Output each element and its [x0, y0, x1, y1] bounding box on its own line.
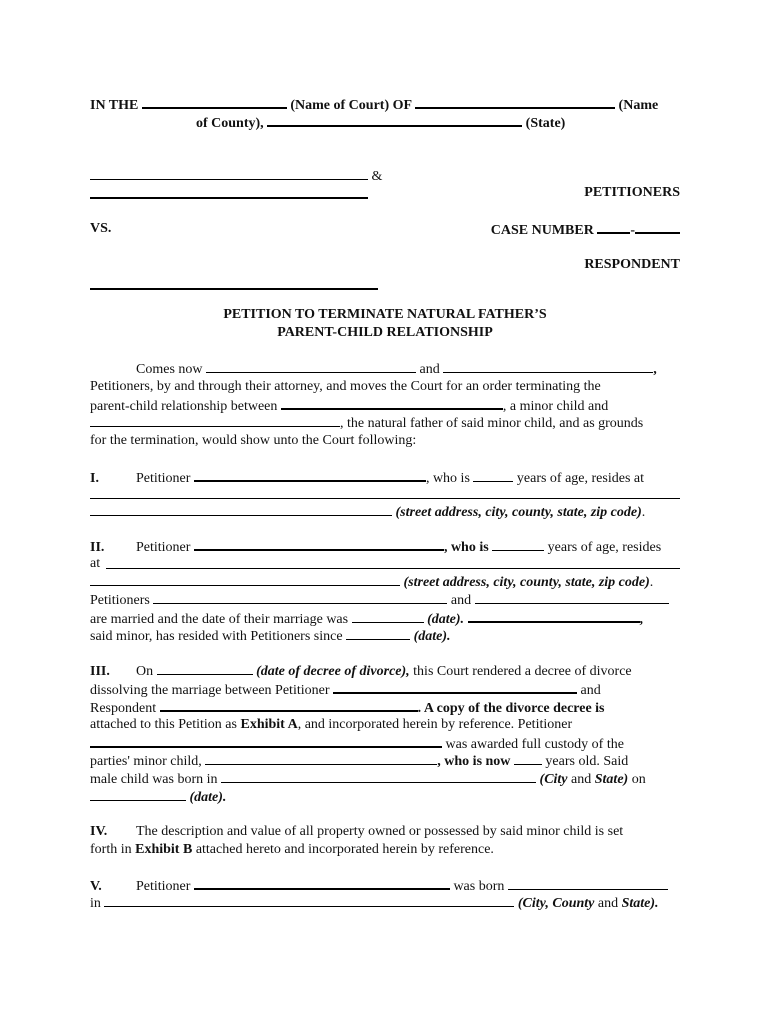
s2-petitioners-blank-1[interactable]	[153, 591, 447, 604]
birthplace-blank[interactable]	[221, 770, 536, 783]
and-text: and	[450, 593, 472, 608]
intro-line-2: Petitioners, by and through their attorney, and moves the Court for an order terminating the	[90, 379, 601, 394]
and-text: and	[571, 772, 592, 787]
state-label: (State)	[525, 116, 566, 131]
date-label: (date).	[413, 629, 451, 644]
s2-address-blank[interactable]	[106, 568, 680, 569]
section-4-number: IV.	[90, 824, 108, 839]
residence-date-blank[interactable]	[346, 627, 410, 640]
relationship-text: parent-child relationship between	[90, 399, 278, 414]
petitioner-label: Petitioner	[136, 540, 191, 555]
section-2-line-1	[90, 537, 661, 556]
section-3-line-7	[90, 770, 646, 788]
section-3-line-6	[90, 752, 628, 770]
section-2-line-3	[90, 573, 653, 591]
property-text: The description and value of all property owned or possessed by said minor child is set	[136, 824, 624, 839]
ampersand: &	[371, 169, 383, 184]
case-number-part-1[interactable]	[597, 220, 630, 234]
s1-age-blank[interactable]	[473, 469, 513, 482]
intro-line-4	[90, 414, 643, 432]
section-2-number: II.	[90, 540, 105, 555]
and-text: and	[580, 683, 601, 698]
of-county-label: of County),	[196, 116, 264, 131]
s2-address-blank-2[interactable]	[90, 573, 400, 586]
petitioner-name-line-1	[90, 167, 382, 185]
section-3-line-3	[90, 698, 605, 717]
said-minor-text: said minor, has resided with Petitioners since	[90, 629, 343, 644]
and-text: and	[419, 362, 440, 377]
petitioner-a-blank[interactable]	[206, 360, 416, 373]
marriage-date-blank[interactable]	[352, 610, 424, 623]
section-3-number: III.	[90, 664, 110, 679]
case-dash: -	[630, 223, 635, 238]
name-of-court-label: (Name of Court) OF	[290, 98, 412, 113]
section-1-line-1	[90, 468, 644, 487]
was-born-text: was born	[453, 879, 505, 894]
state-blank[interactable]	[267, 113, 522, 127]
attached-text: attached to this Petition as	[90, 717, 237, 732]
minor-child-text: , a minor child and	[502, 399, 609, 414]
petitioner-label: Petitioner	[136, 471, 191, 486]
respondent-name-blank[interactable]	[90, 288, 378, 290]
minor-child-name-blank[interactable]	[205, 752, 437, 765]
intro-line-3	[90, 396, 608, 415]
exhibit-a-label: Exhibit A	[240, 717, 298, 732]
document-title: PETITION TO TERMINATE NATURAL FATHER’S	[223, 307, 547, 322]
petitioner-label: Petitioner	[136, 879, 191, 894]
period: .	[641, 505, 646, 520]
county-state-line	[196, 113, 565, 132]
s1-petitioner-blank[interactable]	[194, 468, 426, 482]
county-name-blank[interactable]	[415, 95, 615, 109]
period: .	[649, 575, 654, 590]
case-number-part-2[interactable]	[635, 220, 680, 234]
date-label: (date).	[189, 790, 227, 805]
on-text: on	[631, 772, 646, 787]
and-text: and	[597, 896, 619, 911]
parties-text: parties' minor child,	[90, 754, 202, 769]
rendered-text: this Court rendered a decree of divorce	[413, 664, 632, 679]
on-text: On	[136, 664, 154, 679]
section-4-line-2	[90, 841, 494, 858]
city-label: (City	[539, 772, 568, 787]
s2-petitioner-blank[interactable]	[194, 537, 444, 551]
document-subtitle: PARENT-CHILD RELATIONSHIP	[277, 325, 493, 340]
section-5-line-1	[90, 876, 668, 895]
s5-birthplace-blank[interactable]	[104, 894, 514, 907]
section-5-line-2	[90, 894, 659, 912]
forth-in-text: forth in	[90, 842, 132, 857]
s1-address-blank-2[interactable]	[90, 503, 392, 516]
name-label: (Name	[618, 98, 659, 113]
minor-child-blank[interactable]	[281, 396, 503, 410]
section-1-number: I.	[90, 471, 99, 486]
section-3-line-5	[90, 734, 624, 753]
s2-age-blank[interactable]	[492, 538, 544, 551]
petitioner-b-blank[interactable]	[443, 360, 653, 373]
at-text: at	[90, 556, 101, 571]
s5-birth-date-blank[interactable]	[508, 877, 668, 890]
case-number-label: CASE NUMBER	[490, 223, 594, 238]
state-label: State).	[621, 896, 659, 911]
section-2-line-6	[90, 627, 451, 645]
natural-father-text: , the natural father of said minor child, and as grounds	[340, 416, 644, 431]
comma-text: ,	[653, 362, 657, 377]
copy-text: . A copy of the divorce decree is	[417, 701, 605, 716]
respondent-label: RESPONDENT	[584, 257, 680, 272]
section-3-line-1	[90, 662, 632, 680]
attached-hereto-text: attached hereto and incorporated herein by reference.	[195, 842, 494, 857]
intro-line-5: for the termination, would show unto the Court following:	[90, 433, 417, 448]
petitioner-1-blank[interactable]	[90, 167, 368, 180]
section-1-line-3	[90, 503, 645, 521]
address-format-text: (street address, city, county, state, zip code)	[395, 505, 642, 520]
petitioners-label: PETITIONERS	[584, 185, 680, 200]
section-3-line-4	[90, 716, 572, 733]
s3-petitioner-blank[interactable]	[333, 680, 577, 694]
who-is-text: , who is	[425, 471, 470, 486]
city-county-label: (City, County	[517, 896, 595, 911]
in-text: in	[90, 896, 101, 911]
section-3-line-2	[90, 680, 601, 699]
years-text: years of age, resides at	[516, 471, 644, 486]
s3-respondent-blank[interactable]	[160, 698, 418, 712]
court-name-blank[interactable]	[142, 95, 287, 109]
court-caption-line	[90, 95, 658, 114]
petitioners-text: Petitioners	[90, 593, 150, 608]
decree-date-blank[interactable]	[157, 662, 253, 675]
who-is-text: , who is	[443, 540, 489, 555]
section-2-line-4	[90, 591, 669, 609]
awarded-text: was awarded full custody of the	[445, 737, 624, 752]
intro-line-1	[136, 360, 657, 378]
incorporated-text: , and incorporated herein by reference. Petitioner	[297, 717, 573, 732]
comes-now-text: Comes now	[136, 362, 203, 377]
child-age-blank[interactable]	[514, 752, 542, 765]
vs-label: VS.	[90, 221, 112, 236]
case-number-line	[491, 220, 680, 239]
section-5-number: V.	[90, 879, 102, 894]
s2-child-blank[interactable]	[468, 609, 640, 623]
section-4-line-1	[90, 823, 623, 840]
section-3-line-8	[90, 788, 226, 806]
section-2-line-2	[90, 555, 100, 572]
dissolving-text: dissolving the marriage between Petitioner	[90, 683, 330, 698]
years-old-text: years old. Said	[545, 754, 629, 769]
exhibit-b-label: Exhibit B	[135, 842, 193, 857]
section-2-line-5	[90, 609, 643, 628]
in-the-label: IN THE	[90, 98, 139, 113]
address-format-text: (street address, city, county, state, zip code)	[403, 575, 650, 590]
comma-text: ,	[639, 612, 644, 627]
decree-label: (date of decree of divorce),	[256, 664, 410, 679]
natural-father-blank[interactable]	[90, 414, 340, 427]
petitioner-name-line-2	[90, 185, 368, 204]
years-text: years of age, resides	[547, 540, 662, 555]
male-child-text: male child was born in	[90, 772, 218, 787]
s1-address-blank[interactable]	[90, 498, 680, 499]
who-is-now-text: , who is now	[437, 754, 511, 769]
custody-petitioner-blank[interactable]	[90, 734, 442, 748]
married-text: are married and the date of their marriage was	[90, 612, 349, 627]
birth-date-blank[interactable]	[90, 788, 186, 801]
petitioner-2-blank[interactable]	[90, 185, 368, 199]
respondent-text: Respondent	[90, 701, 157, 716]
s5-petitioner-blank[interactable]	[194, 876, 450, 890]
s2-petitioners-blank-2[interactable]	[475, 591, 669, 604]
state-label: State)	[594, 772, 629, 787]
date-label: (date).	[427, 612, 465, 627]
